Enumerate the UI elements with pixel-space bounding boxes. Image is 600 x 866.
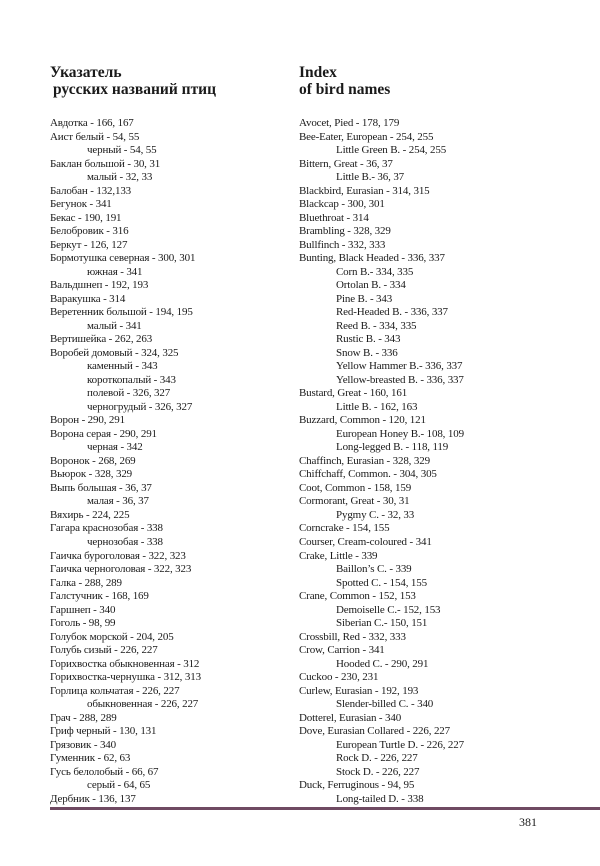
russian-index-entry: Голубок морской - 204, 205 <box>50 630 174 643</box>
english-index-entry: Cuckoo - 230, 231 <box>299 671 379 684</box>
english-index-entry: Buzzard, Common - 120, 121 <box>299 414 426 427</box>
english-index-entry-subentry: Little B.- 36, 37 <box>336 171 405 184</box>
english-index-entry: Coot, Common - 158, 159 <box>299 481 412 494</box>
russian-index-entry: Выпь большая - 36, 37 <box>50 481 152 494</box>
english-index-entry: Blackbird, Eurasian - 314, 315 <box>299 184 430 197</box>
russian-index-entry: Беркут - 126, 127 <box>50 238 128 251</box>
english-index-entry: Crossbill, Red - 332, 333 <box>299 630 406 643</box>
russian-index-entry: Воронок - 268, 269 <box>50 454 136 467</box>
english-index-entry-subentry: Long-legged B. - 118, 119 <box>336 441 449 454</box>
english-index-entry-subentry: Spotted C. - 154, 155 <box>336 576 427 589</box>
russian-index-entry: Голубь сизый - 226, 227 <box>50 644 158 657</box>
english-index-entry: Crane, Common - 152, 153 <box>299 590 416 603</box>
english-index-entry-subentry: Yellow-breasted B. - 336, 337 <box>336 373 464 386</box>
russian-index-entry-subentry: черный - 54, 55 <box>87 144 157 157</box>
english-index-entry-subentry: Demoiselle C.- 152, 153 <box>336 603 441 616</box>
english-index-entry-subentry: Little Green B. - 254, 255 <box>336 144 447 157</box>
russian-index-entry: Горлица кольчатая - 226, 227 <box>50 684 180 697</box>
english-index-entry-subentry: Baillon’s C. - 339 <box>336 563 412 576</box>
english-index-entry: Bluethroat - 314 <box>299 211 369 224</box>
english-index-entry-subentry: Pine B. - 343 <box>336 292 393 305</box>
english-index-entry: Crow, Carrion - 341 <box>299 644 385 657</box>
russian-index-entry-subentry: чернозобая - 338 <box>87 535 163 548</box>
english-index-entry: Bullfinch - 332, 333 <box>299 238 386 251</box>
russian-index-entry-subentry: обыкновенная - 226, 227 <box>87 698 199 711</box>
english-index-entry-subentry: Slender-billed C. - 340 <box>336 698 434 711</box>
russian-index-entry: Горихвостка-чернушка - 312, 313 <box>50 671 201 684</box>
russian-index-entry: Балобан - 132,133 <box>50 184 132 197</box>
english-index-entry-subentry: European Honey B.- 108, 109 <box>336 427 464 440</box>
russian-index-entry: Белобровик - 316 <box>50 225 129 238</box>
russian-index-entry: Гаичка черноголовая - 322, 323 <box>50 563 192 576</box>
english-index-entry-subentry: Siberian C.- 150, 151 <box>336 617 428 630</box>
english-index-entry-subentry: Yellow Hammer B.- 336, 337 <box>336 360 463 373</box>
russian-index-entry: Аист белый - 54, 55 <box>50 130 140 143</box>
english-index-entry: Brambling - 328, 329 <box>299 225 391 238</box>
english-index-entry-subentry: Pygmy C. - 32, 33 <box>336 508 415 521</box>
russian-index-entry: Гаичка буроголовая - 322, 323 <box>50 549 186 562</box>
russian-index-entry-subentry: южная - 341 <box>87 265 143 278</box>
english-index-entry: Cormorant, Great - 30, 31 <box>299 495 410 508</box>
russian-index-entry: Вертишейка - 262, 263 <box>50 333 153 346</box>
russian-index-entry-subentry: серый - 64, 65 <box>87 779 151 792</box>
russian-heading-line1: Указатель <box>50 64 122 81</box>
english-index-entry: Bustard, Great - 160, 161 <box>299 387 408 400</box>
russian-index-entry-subentry: малая - 36, 37 <box>87 495 149 508</box>
english-index-entry-subentry: Red-Headed B. - 336, 337 <box>336 306 448 319</box>
russian-index-entry: Бекас - 190, 191 <box>50 211 122 224</box>
english-index-entry: Avocet, Pied - 178, 179 <box>299 117 400 129</box>
english-index-entry-subentry: Reed B. - 334, 335 <box>336 319 417 332</box>
russian-index-entry: Гриф черный - 130, 131 <box>50 725 157 738</box>
russian-index-entry: Ворон - 290, 291 <box>50 414 125 427</box>
english-index-entry-subentry: Corn B.- 334, 335 <box>336 265 414 278</box>
english-index-entry-subentry: Rock D. - 226, 227 <box>336 752 418 765</box>
russian-index-entry-subentry: черногрудый - 326, 327 <box>87 400 193 413</box>
russian-index-entry: Галстучник - 168, 169 <box>50 590 149 603</box>
russian-index-entry: Гоголь - 98, 99 <box>50 617 116 630</box>
russian-index-entry: Баклан большой - 30, 31 <box>50 157 161 170</box>
russian-index-entry: Ворона серая - 290, 291 <box>50 427 157 440</box>
english-heading-line1: Index <box>299 64 337 81</box>
english-index-heading <box>299 64 569 98</box>
russian-index-entry: Гаршнеп - 340 <box>50 603 116 616</box>
english-entry-list <box>299 117 569 806</box>
footer-divider <box>50 807 600 810</box>
russian-index-entry-subentry: малый - 32, 33 <box>87 171 153 184</box>
russian-index-entry: Горихвостка обыкновенная - 312 <box>50 657 200 670</box>
russian-index-entry-subentry: черная - 342 <box>87 441 143 454</box>
english-index-entry-subentry: Snow B. - 336 <box>336 346 398 359</box>
page-number: 381 <box>519 815 537 829</box>
russian-index-entry-subentry: короткопалый - 343 <box>87 373 176 386</box>
english-index-entry: Bittern, Great - 36, 37 <box>299 157 393 170</box>
english-heading-line2: of bird names <box>299 81 391 98</box>
english-index-entry-subentry: Stock D. - 226, 227 <box>336 765 420 778</box>
english-index-entry: Blackcap - 300, 301 <box>299 198 385 211</box>
russian-index-entry: Вьюрок - 328, 329 <box>50 468 133 481</box>
russian-index-entry-subentry: полевой - 326, 327 <box>87 387 171 400</box>
russian-heading-line2: русских названий птиц <box>53 81 217 98</box>
english-index-entry-subentry: Long-tailed D. - 338 <box>336 792 424 805</box>
english-index-entry: Courser, Cream-coloured - 341 <box>299 535 432 548</box>
russian-index-entry: Варакушка - 314 <box>50 292 126 305</box>
russian-index-entry: Бегунок - 341 <box>50 198 112 211</box>
russian-index-heading <box>50 64 280 98</box>
english-index-entry: Dove, Eurasian Collared - 226, 227 <box>299 725 451 738</box>
english-index-entry: Corncrake - 154, 155 <box>299 522 390 535</box>
english-index-entry: Dotterel, Eurasian - 340 <box>299 711 402 724</box>
english-index-entry-subentry: European Turtle D. - 226, 227 <box>336 738 464 751</box>
russian-index-entry-subentry: каменный - 343 <box>87 360 158 373</box>
russian-entry-list <box>50 117 280 806</box>
english-index-entry: Crake, Little - 339 <box>299 549 378 562</box>
russian-index-entry: Галка - 288, 289 <box>50 576 122 589</box>
russian-index-entry: Гуменник - 62, 63 <box>50 752 131 765</box>
russian-index-entry: Вяхирь - 224, 225 <box>50 508 130 521</box>
english-index-entry: Duck, Ferruginous - 94, 95 <box>299 779 415 792</box>
english-index-entry: Chiffchaff, Common. - 304, 305 <box>299 468 437 481</box>
russian-index-entry: Авдотка - 166, 167 <box>50 117 134 129</box>
russian-index-entry-subentry: малый - 341 <box>87 319 142 332</box>
russian-index-entry: Гусь белолобый - 66, 67 <box>50 765 159 778</box>
russian-index-entry: Воробей домовый - 324, 325 <box>50 346 179 359</box>
english-index-column <box>299 64 569 806</box>
russian-index-column <box>50 64 280 806</box>
russian-index-entry: Дербник - 136, 137 <box>50 792 136 805</box>
english-index-entry-subentry: Hooded C. - 290, 291 <box>336 657 429 670</box>
russian-index-entry: Вальдшнеп - 192, 193 <box>50 279 149 292</box>
english-index-entry-subentry: Little B. - 162, 163 <box>336 400 418 413</box>
english-index-entry-subentry: Ortolan B. - 334 <box>336 279 406 292</box>
russian-index-entry: Грязовик - 340 <box>50 738 116 751</box>
russian-index-entry: Гагара краснозобая - 338 <box>50 522 163 535</box>
english-index-entry: Chaffinch, Eurasian - 328, 329 <box>299 454 430 467</box>
english-index-entry: Bee-Eater, European - 254, 255 <box>299 130 434 143</box>
english-index-entry: Curlew, Eurasian - 192, 193 <box>299 684 419 697</box>
russian-index-entry: Веретенник большой - 194, 195 <box>50 306 193 319</box>
russian-index-entry: Бормотушка северная - 300, 301 <box>50 252 196 265</box>
english-index-entry: Bunting, Black Headed - 336, 337 <box>299 252 445 265</box>
russian-index-entry: Грач - 288, 289 <box>50 711 117 724</box>
english-index-entry-subentry: Rustic B. - 343 <box>336 333 401 346</box>
